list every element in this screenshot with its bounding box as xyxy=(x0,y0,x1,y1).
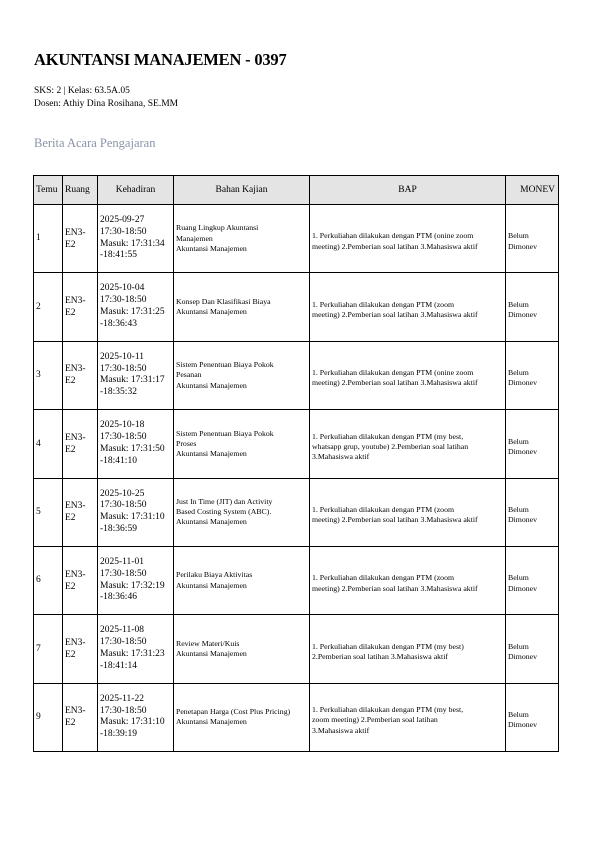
bap-line: meeting) 2.Pemberian soal latihan 3.Mahasiswa aktif xyxy=(312,378,478,388)
study-material-line: Proses xyxy=(176,438,197,448)
study-material-line: Akuntansi Manajemen xyxy=(176,580,247,590)
monev-line: Dimonev xyxy=(508,515,538,525)
table-header-row xyxy=(34,176,559,205)
table-row xyxy=(34,273,559,341)
study-material-line: Akuntansi Manajemen xyxy=(176,243,247,253)
meeting-number-cell: 7 xyxy=(34,615,63,683)
study-material-cell xyxy=(174,205,310,273)
bap-cell xyxy=(310,546,506,614)
study-material-line: Based Costing System (ABC). xyxy=(176,507,272,517)
monev-line: Belum xyxy=(508,231,529,241)
bap-cell xyxy=(310,273,506,341)
monev-status-cell xyxy=(506,546,559,614)
monev-line: Belum xyxy=(508,710,529,720)
monev-status-cell xyxy=(506,341,559,409)
meeting-number-cell: 5 xyxy=(34,478,63,546)
bap-line: meeting) 2.Pemberian soal latihan 3.Mahasiswa aktif xyxy=(312,583,478,593)
attendance-line: -18:41:55 xyxy=(100,250,137,261)
monev-status-cell xyxy=(506,615,559,683)
attendance-line: Masuk: 17:31:17 xyxy=(100,375,165,386)
meeting-number-cell: 9 xyxy=(34,683,63,751)
room-cell: EN3-E2 xyxy=(63,683,98,751)
room-cell: EN3-E2 xyxy=(63,410,98,478)
col-header-monev: MONEV xyxy=(506,176,559,205)
monev-line: Belum xyxy=(508,641,529,651)
sks-kelas-info: SKS: 2 | Kelas: 63.5A.05 xyxy=(34,86,130,96)
col-header-ruang: Ruang xyxy=(63,176,98,205)
lecturer-info: Dosen: Athiy Dina Rosihana, SE.MM xyxy=(34,99,179,109)
bap-line: 2.Pemberian soal latihan 3.Mahasiswa aktif xyxy=(312,652,448,662)
attendance-line: 2025-11-22 xyxy=(100,693,144,704)
meeting-number-cell: 6 xyxy=(34,546,63,614)
attendance-line: Masuk: 17:31:23 xyxy=(100,649,165,660)
study-material-line: Ruang Lingkup Akuntansi xyxy=(176,223,259,233)
attendance-line: Masuk: 17:31:10 xyxy=(100,512,165,523)
study-material-line: Manajemen xyxy=(176,233,213,243)
section-title: Berita Acara Pengajaran xyxy=(34,136,156,150)
study-material-line: Akuntansi Manajemen xyxy=(176,717,247,727)
bap-cell xyxy=(310,410,506,478)
attendance-line: 17:30-18:50 xyxy=(100,363,147,374)
attendance-line: 2025-10-25 xyxy=(100,488,145,499)
table-row xyxy=(34,478,559,546)
bap-line: 1. Perkuliahan dilakukan dengan PTM (zoom xyxy=(312,299,455,309)
monev-line: Dimonev xyxy=(508,241,538,251)
table-row xyxy=(34,205,559,273)
monev-line: Dimonev xyxy=(508,378,538,388)
monev-line: Belum xyxy=(508,299,529,309)
study-material-line: Konsep Dan Klasifikasi Biaya xyxy=(176,296,271,306)
attendance-line: 17:30-18:50 xyxy=(100,295,147,306)
monev-line: Belum xyxy=(508,573,529,583)
attendance-cell xyxy=(98,205,174,273)
attendance-line: Masuk: 17:31:25 xyxy=(100,307,165,318)
attendance-line: Masuk: 17:31:50 xyxy=(100,443,165,454)
attendance-line: 2025-11-08 xyxy=(100,625,144,636)
monev-line: Dimonev xyxy=(508,652,538,662)
monev-line: Dimonev xyxy=(508,446,538,456)
monev-line: Dimonev xyxy=(508,310,538,320)
study-material-cell xyxy=(174,273,310,341)
table-row xyxy=(34,546,559,614)
attendance-line: Masuk: 17:32:19 xyxy=(100,580,165,591)
table-row xyxy=(34,341,559,409)
monev-status-cell xyxy=(506,478,559,546)
attendance-line: -18:41:14 xyxy=(100,660,137,671)
meeting-number-cell: 3 xyxy=(34,341,63,409)
attendance-cell xyxy=(98,683,174,751)
attendance-line: 2025-10-11 xyxy=(100,351,144,362)
study-material-line: Sistem Penentuan Biaya Pokok xyxy=(176,428,274,438)
study-material-cell xyxy=(174,341,310,409)
study-material-cell xyxy=(174,615,310,683)
monev-line: Belum xyxy=(508,436,529,446)
col-header-bahan-kajian: Bahan Kajian xyxy=(174,176,310,205)
attendance-line: -18:36:59 xyxy=(100,524,137,535)
attendance-line: 2025-11-01 xyxy=(100,557,144,568)
table-row xyxy=(34,683,559,751)
room-cell: EN3-E2 xyxy=(63,478,98,546)
attendance-line: 2025-09-27 xyxy=(100,215,145,226)
table-body xyxy=(34,205,559,752)
bap-line: meeting) 2.Pemberian soal latihan 3.Mahasiswa aktif xyxy=(312,515,478,525)
room-cell: EN3-E2 xyxy=(63,341,98,409)
bap-line: 1. Perkuliahan dilakukan dengan PTM (onine zoom xyxy=(312,368,474,378)
attendance-cell xyxy=(98,478,174,546)
bap-cell xyxy=(310,683,506,751)
study-material-line: Akuntansi Manajemen xyxy=(176,448,247,458)
table-row xyxy=(34,410,559,478)
monev-status-cell xyxy=(506,683,559,751)
table-row xyxy=(34,615,559,683)
study-material-cell xyxy=(174,478,310,546)
study-material-line: Sistem Penentuan Biaya Pokok xyxy=(176,360,274,370)
room-cell: EN3-E2 xyxy=(63,615,98,683)
attendance-line: Masuk: 17:31:34 xyxy=(100,238,165,249)
attendance-line: -18:36:46 xyxy=(100,592,137,603)
bap-line: 1. Perkuliahan dilakukan dengan PTM (zoom xyxy=(312,573,455,583)
monev-status-cell xyxy=(506,205,559,273)
bap-line: zoom meeting) 2.Pemberian soal latihan xyxy=(312,715,438,725)
bap-line: meeting) 2.Pemberian soal latihan 3.Mahasiswa aktif xyxy=(312,241,478,251)
attendance-line: 17:30-18:50 xyxy=(100,705,147,716)
study-material-line: Review Materi/Kuis xyxy=(176,638,240,648)
meeting-number-cell: 4 xyxy=(34,410,63,478)
meeting-number-cell: 1 xyxy=(34,205,63,273)
monev-line: Belum xyxy=(508,368,529,378)
attendance-line: -18:35:32 xyxy=(100,387,137,398)
attendance-line: 17:30-18:50 xyxy=(100,226,147,237)
col-header-temu: Temu xyxy=(34,176,63,205)
study-material-cell xyxy=(174,546,310,614)
attendance-line: -18:39:19 xyxy=(100,729,137,740)
bap-line: 1. Perkuliahan dilakukan dengan PTM (my best) xyxy=(312,641,464,651)
bap-line: meeting) 2.Pemberian soal latihan 3.Mahasiswa aktif xyxy=(312,310,478,320)
teaching-record-table xyxy=(33,175,559,752)
room-cell: EN3-E2 xyxy=(63,273,98,341)
attendance-line: Masuk: 17:31:10 xyxy=(100,717,165,728)
col-header-kehadiran: Kehadiran xyxy=(98,176,174,205)
room-cell: EN3-E2 xyxy=(63,205,98,273)
monev-line: Belum xyxy=(508,505,529,515)
bap-cell xyxy=(310,205,506,273)
attendance-line: 17:30-18:50 xyxy=(100,637,147,648)
meeting-number-cell: 2 xyxy=(34,273,63,341)
attendance-cell xyxy=(98,546,174,614)
bap-cell xyxy=(310,615,506,683)
attendance-cell xyxy=(98,410,174,478)
attendance-cell xyxy=(98,341,174,409)
room-cell: EN3-E2 xyxy=(63,546,98,614)
bap-cell xyxy=(310,478,506,546)
course-title: AKUNTANSI MANAJEMEN - 0397 xyxy=(34,50,287,69)
bap-line: 3.Mahasiswa aktif xyxy=(312,725,370,735)
monev-status-cell xyxy=(506,410,559,478)
bap-line: 1. Perkuliahan dilakukan dengan PTM (my best, xyxy=(312,431,464,441)
bap-line: 1. Perkuliahan dilakukan dengan PTM (zoom xyxy=(312,505,455,515)
study-material-line: Akuntansi Manajemen xyxy=(176,307,247,317)
attendance-line: 17:30-18:50 xyxy=(100,432,147,443)
study-material-line: Pesanan xyxy=(176,370,202,380)
col-header-bap: BAP xyxy=(310,176,506,205)
attendance-line: -18:41:10 xyxy=(100,455,137,466)
monev-line: Dimonev xyxy=(508,583,538,593)
attendance-line: 2025-10-18 xyxy=(100,420,145,431)
attendance-line: 17:30-18:50 xyxy=(100,568,147,579)
study-material-line: Penetapan Harga (Cost Plus Pricing) xyxy=(176,707,291,717)
study-material-cell xyxy=(174,410,310,478)
attendance-cell xyxy=(98,273,174,341)
attendance-line: 2025-10-04 xyxy=(100,283,145,294)
monev-line: Dimonev xyxy=(508,720,538,730)
study-material-line: Perilaku Biaya Aktivitas xyxy=(176,570,253,580)
bap-line: 1. Perkuliahan dilakukan dengan PTM (my best, xyxy=(312,705,464,715)
attendance-cell xyxy=(98,615,174,683)
attendance-line: -18:36:43 xyxy=(100,318,137,329)
study-material-line: Akuntansi Manajemen xyxy=(176,380,247,390)
attendance-line: 17:30-18:50 xyxy=(100,500,147,511)
bap-line: 3.Mahasiswa aktif xyxy=(312,451,370,461)
study-material-line: Akuntansi Manajemen xyxy=(176,517,247,527)
study-material-line: Just In Time (JIT) dan Activity xyxy=(176,496,273,506)
monev-status-cell xyxy=(506,273,559,341)
bap-cell xyxy=(310,341,506,409)
study-material-cell xyxy=(174,683,310,751)
bap-line: 1. Perkuliahan dilakukan dengan PTM (onine zoom xyxy=(312,231,474,241)
bap-line: whatsapp grup, youtube) 2.Pemberian soal latihan xyxy=(312,441,469,451)
study-material-line: Akuntansi Manajemen xyxy=(176,649,247,659)
